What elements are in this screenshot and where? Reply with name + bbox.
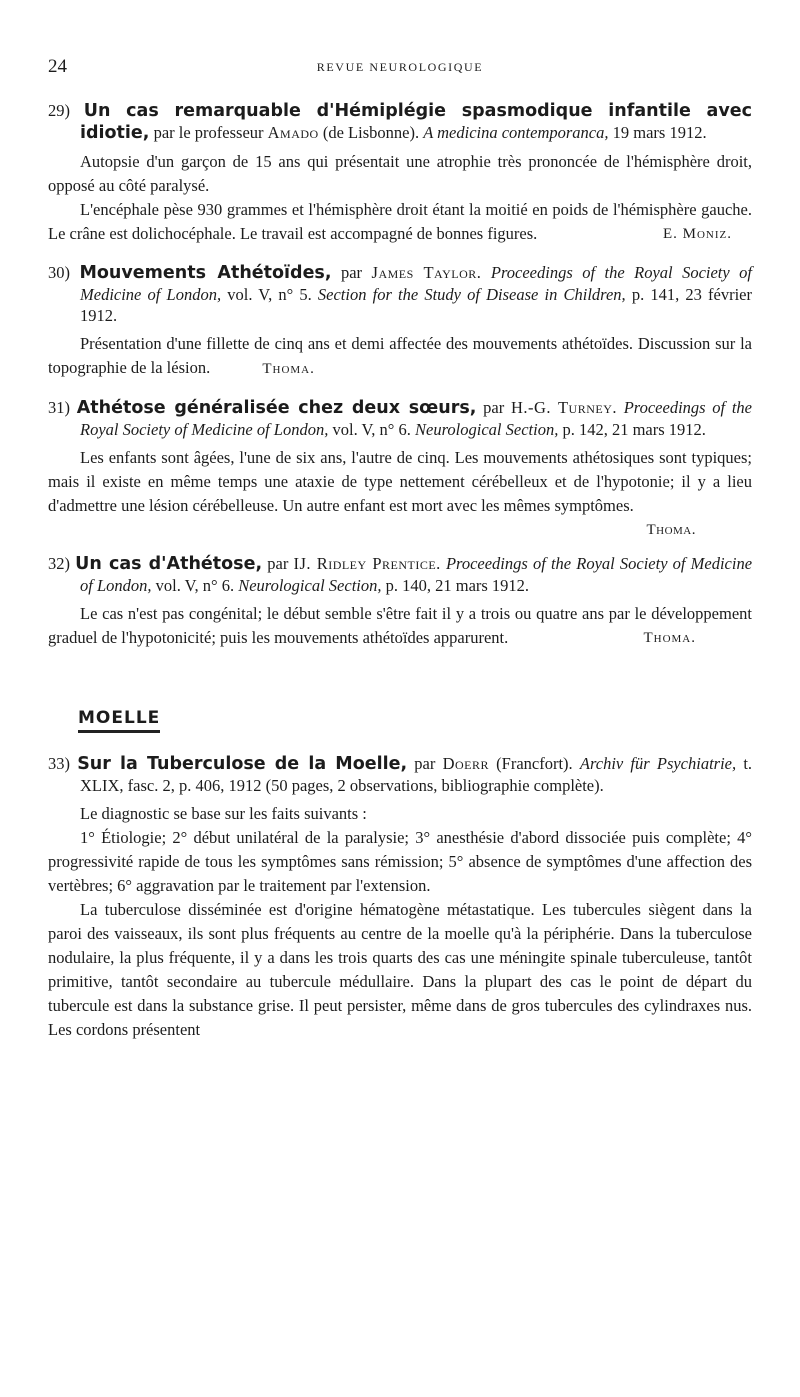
entry-affiliation: (Francfort).: [496, 754, 573, 773]
entry-section: Neurological Section,: [415, 420, 559, 439]
entry-heading: [48, 100, 752, 144]
entry-paragraph-text: Présentation d'une fillette de cinq ans et demi affectée des mouvements athétoïdes. Discussion sur la topographie de la lésion.: [48, 334, 752, 377]
entry-title: Mouvements Athétoïdes,: [79, 263, 332, 283]
entry-paragraph: [48, 198, 752, 246]
entry-paragraph: [48, 602, 752, 650]
entry-section: Section for the Study of Disease in Children,: [317, 285, 626, 304]
running-head: REVUE NEUROLOGIQUE: [316, 60, 484, 74]
entry-heading: [48, 553, 752, 596]
entry-number: 30): [48, 263, 70, 282]
entry-heading: [48, 262, 752, 326]
entry-paragraph: 1° Étiologie; 2° début unilatéral de la paralysie; 3° anesthésie d'abord dissociée puis complète; 4° progressivité rapide de tous les symptômes sans rémission; 5° absence de symptômes d'une affection des vertèbres; 6° aggravation par le traitement par l'extension.: [48, 828, 752, 895]
entry-number: 31): [48, 398, 70, 417]
entry-volume: vol. V, n° 6.: [155, 576, 235, 595]
entry-affiliation: (de Lisbonne).: [322, 123, 420, 142]
entry-section: Neurological Section,: [238, 576, 382, 595]
abstract-entry-29: [48, 100, 752, 246]
entry-author: James Taylor.: [371, 263, 482, 282]
abstract-entry-30: [48, 262, 752, 381]
entry-signature: Thoma.: [262, 361, 315, 377]
entry-heading: [48, 397, 752, 440]
entry-title: Sur la Tuberculose de la Moelle,: [77, 754, 408, 774]
entry-byline: par: [414, 754, 436, 773]
entry-paragraph: Le diagnostic se base sur les faits suivants :: [80, 804, 367, 823]
abstract-entry-32: [48, 553, 752, 650]
entry-volume: vol. V, n° 6.: [332, 420, 411, 439]
entry-signature: Thoma.: [643, 630, 696, 646]
abstract-entry-33: [48, 753, 752, 1042]
entry-byline: par: [483, 398, 505, 417]
entry-title: Un cas d'Athétose,: [75, 554, 263, 574]
section-heading: MOELLE: [78, 708, 160, 733]
entry-publication: Proceedings of the Royal Society of Medicine of London,: [80, 554, 753, 595]
entry-number: 32): [48, 554, 70, 573]
entry-byline: par: [340, 263, 363, 282]
entry-volume: vol. V, n° 5.: [227, 285, 312, 304]
entry-publication: A medicina contemporanca,: [423, 123, 609, 142]
abstract-entry-31: [48, 397, 752, 539]
entry-author: H.-G. Turney.: [510, 398, 617, 417]
entry-publication: Proceedings of the Royal Society of Medicine of London,: [80, 263, 753, 304]
entry-number: 29): [48, 101, 70, 120]
entry-author: Doerr: [442, 754, 489, 773]
entry-signature: E. Moniz.: [662, 226, 732, 242]
entry-paragraph-text: Le cas n'est pas congénital; le début semble s'être fait il y a trois ou quatre ans par le développement graduel de l'hypotonicité; puis les mouvements athétoïdes apparurent.: [48, 604, 752, 647]
entry-date: p. 142, 21 mars 1912.: [562, 420, 706, 439]
entry-byline: par: [267, 554, 289, 573]
entry-paragraph: Les enfants sont âgées, l'une de six ans, l'autre de cinq. Les mouvements athétosiques sont typiques; mais il existe en même temps une ataxie de type nettement cérébelleux et de l'hypotonie; il y a lieu d'admettre une lésion cérébelleuse. Un autre enfant est mort avec les mêmes symptômes.: [48, 448, 752, 515]
entry-date: 19 mars 1912.: [612, 123, 707, 142]
entry-author: Amado: [267, 123, 319, 142]
entry-byline: par le professeur: [153, 123, 264, 142]
entry-title: Athétose généralisée chez deux sœurs,: [76, 398, 477, 418]
entry-title: Un cas remarquable d'Hémiplégie spasmodique infantile avec idiotie,: [80, 101, 752, 143]
entry-signature-line: [48, 522, 752, 539]
entry-paragraph: [48, 332, 752, 381]
entry-date: p. 141, 23 février 1912.: [80, 285, 752, 325]
entry-paragraph: La tuberculose disséminée est d'origine hématogène métastatique. Les tubercules siègent dans la paroi des vaisseaux, ils sont plus fréquents au centre de la moelle qu'à la périphérie. Dans la tuberculose nodulaire, la plus fréquente, il y a dans les trois quarts des cas une méningite spinale tuberculeuse, tantôt primitive, tantôt secondaire au tubercule médullaire. Dans la plupart des cas le point de départ du tubercule est dans la substance grise. Il peut persister, même dans de gros tubercules des cylindraxes nus. Les cordons présentent: [48, 900, 752, 1039]
entry-number: 33): [48, 754, 70, 773]
page-header: [48, 56, 752, 86]
entry-heading: [48, 753, 752, 796]
entry-signature: Thoma.: [646, 522, 696, 538]
entry-paragraph-text: L'encéphale pèse 930 grammes et l'hémisphère droit étant la moitié en poids de l'hémisphère gauche. Le crâne est dolichocéphale. Le travail est accompagné de bonnes figures.: [48, 200, 752, 243]
entry-publication: Proceedings of the Royal Society of Medicine of London,: [80, 398, 753, 439]
journal-page: [48, 56, 752, 1042]
entry-publication: Archiv für Psychiatrie,: [579, 754, 737, 773]
entry-author: IJ. Ridley Prentice.: [293, 554, 441, 573]
entry-reference: t. XLIX, fasc. 2, p. 406, 1912 (50 pages, 2 observations, bibliographie complète).: [80, 754, 753, 795]
page-number: 24: [48, 56, 67, 77]
entry-paragraph: Autopsie d'un garçon de 15 ans qui présentait une atrophie très prononcée de l'hémisphère droit, opposé au côté paralysé.: [48, 152, 752, 195]
entry-date: p. 140, 21 mars 1912.: [385, 576, 530, 595]
